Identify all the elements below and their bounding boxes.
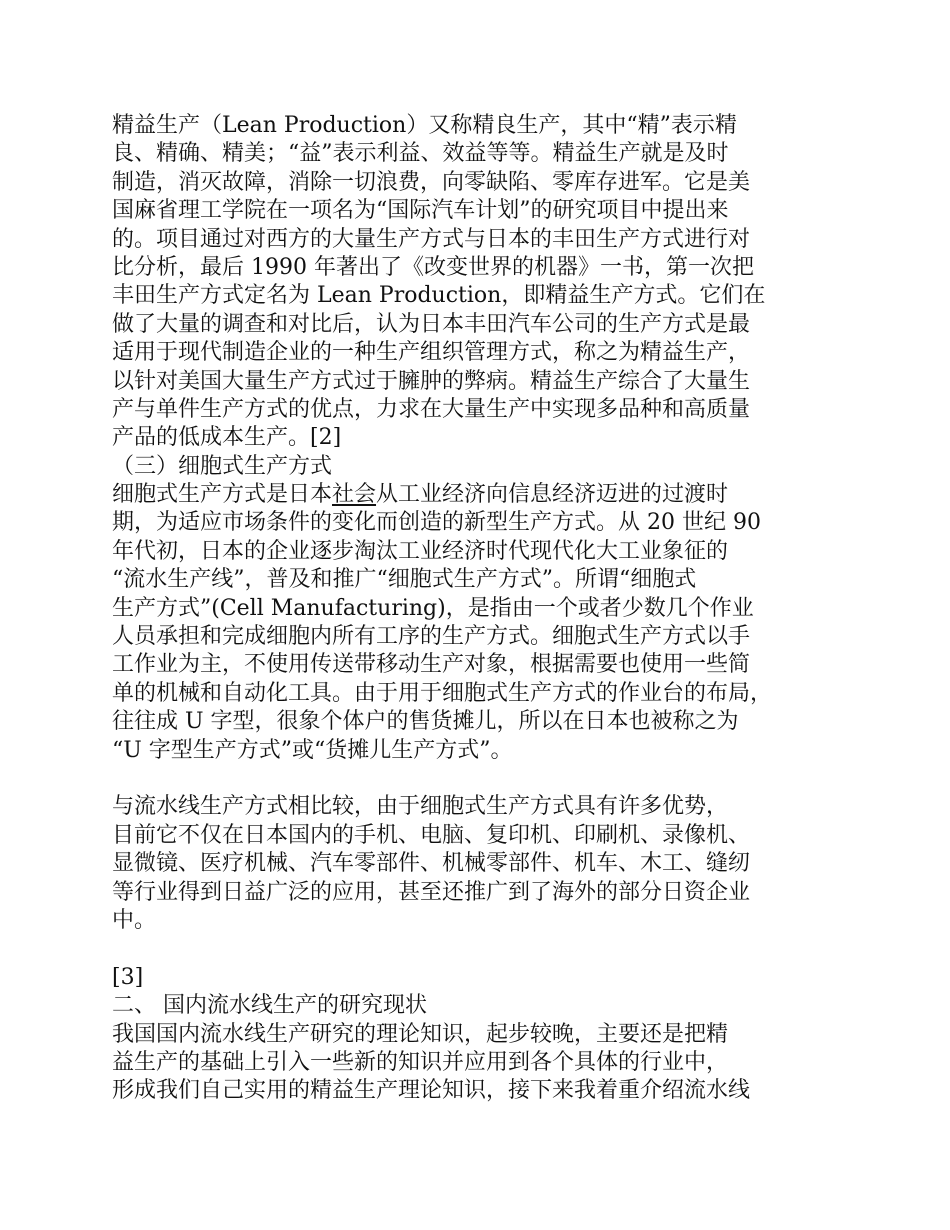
section-heading-domestic-research: 二、 国内流水线生产的研究现状 — [112, 993, 427, 1019]
text-line: 制造，消灭故障，消除一切浪费，向零缺陷、零库存进军。它是美 — [112, 169, 751, 195]
text-line: 以针对美国大量生产方式过于臃肿的弊病。精益生产综合了大量生 — [112, 368, 751, 394]
blank-line — [112, 765, 852, 793]
text-line: 精益生产（Lean Production）又称精良生产，其中“精”表示精 — [112, 113, 737, 138]
text-line: 的。项目通过对西方的大量生产方式与日本的丰田生产方式进行对 — [112, 226, 751, 252]
text-line: 良、精确、精美；“益”表示利益、效益等等。精益生产就是及时 — [112, 141, 729, 167]
text-line: 益生产的基础上引入一些新的知识并应用到各个具体的行业中， — [112, 1049, 729, 1075]
blank-line — [112, 935, 852, 963]
text-line — [112, 481, 852, 509]
text-line: 人员承担和完成细胞内所有工序的生产方式。细胞式生产方式以手 — [112, 624, 751, 650]
text-line: 年代初，日本的企业逐步淘汰工业经济时代现代化大工业象征的 — [112, 538, 729, 564]
text-line: 工作业为主，不使用传送带移动生产对象，根据需要也使用一些简 — [112, 652, 751, 678]
text-line: “流水生产线”，普及和推广“细胞式生产方式”。所谓“细胞式 — [112, 567, 697, 593]
text-line: 形成我们自己实用的精益生产理论知识，接下来我着重介绍流水线 — [112, 1078, 751, 1104]
text-segment: 从工业经济向信息经济迈进的过渡时 — [376, 482, 729, 508]
text-line: “U 字型生产方式”或“货摊儿生产方式”。 — [112, 737, 513, 763]
link-shehui[interactable]: 社会 — [332, 482, 377, 508]
text-line: 做了大量的调查和对比后，认为日本丰田汽车公司的生产方式是最 — [112, 311, 751, 337]
text-line: 单的机械和自动化工具。由于用于细胞式生产方式的作业台的布局， — [112, 680, 773, 706]
text-line: 生产方式”(Cell Manufacturing)，是指由一个或者少数几个作业 — [112, 595, 754, 621]
text-line: 比分析，最后 1990 年著出了《改变世界的机器》一书，第一次把 — [112, 254, 754, 280]
citation-ref: [3] — [112, 964, 144, 990]
document-page — [112, 112, 852, 1106]
text-line: 与流水线生产方式相比较，由于细胞式生产方式具有许多优势， — [112, 794, 729, 820]
text-segment: 细胞式生产方式是日本 — [112, 482, 333, 508]
text-line: 目前它不仅在日本国内的手机、电脑、复印机、印刷机、录像机、 — [112, 822, 751, 848]
text-line: 往往成 U 字型，很象个体户的售货摊儿，所以在日本也被称之为 — [112, 709, 739, 735]
text-line: 中。 — [112, 907, 157, 933]
text-line: 我国国内流水线生产研究的理论知识，起步较晚，主要还是把精 — [112, 1021, 729, 1047]
text-line: 国麻省理工学院在一项名为“国际汽车计划”的研究项目中提出来 — [112, 198, 729, 224]
text-line: 产品的低成本生产。[2] — [112, 425, 342, 451]
section-heading-cell-production: （三）细胞式生产方式 — [112, 453, 333, 479]
text-line: 适用于现代制造企业的一种生产组织管理方式，称之为精益生产， — [112, 340, 751, 366]
text-line: 显微镜、医疗机械、汽车零部件、机械零部件、机车、木工、缝纫 — [112, 851, 751, 877]
text-line: 期，为适应市场条件的变化而创造的新型生产方式。从 20 世纪 90 — [112, 510, 761, 536]
text-line: 等行业得到日益广泛的应用，甚至还推广到了海外的部分日资企业 — [112, 879, 751, 905]
text-line: 丰田生产方式定名为 Lean Production，即精益生产方式。它们在 — [112, 283, 766, 309]
text-line: 产与单件生产方式的优点，力求在大量生产中实现多品种和高质量 — [112, 396, 751, 422]
